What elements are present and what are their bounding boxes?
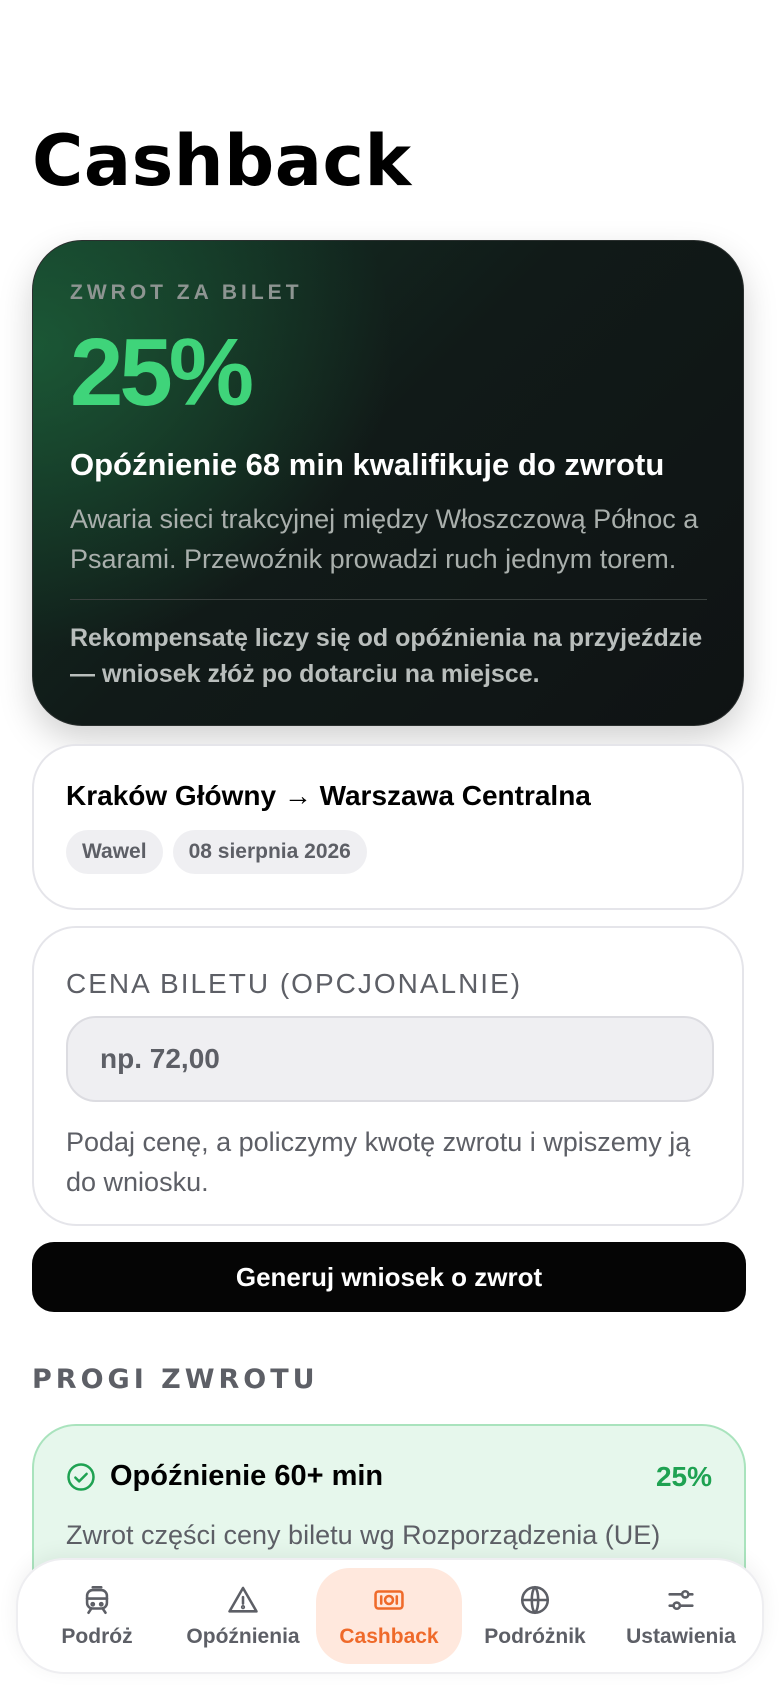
tab-cashback[interactable]	[316, 1568, 462, 1664]
trip-card	[32, 744, 744, 910]
tab-label: Opóźnienia	[186, 1625, 300, 1648]
tab-label: Cashback	[339, 1625, 439, 1648]
ticket-price-input[interactable]	[66, 1016, 714, 1102]
train-name-chip: Wawel	[66, 830, 163, 874]
ticket-price-help: Podaj cenę, a policzymy kwotę zwrotu i wpiszemy ją do wniosku.	[66, 1127, 691, 1197]
hero-note: Rekompensatę liczy się od opóźnienia na przyjeździe — wniosek złóż po dotarciu na miejsce.	[70, 624, 703, 688]
tab-opoznienia[interactable]	[170, 1568, 316, 1664]
tab-label: Ustawienia	[626, 1625, 736, 1648]
trip-date-chip: 08 sierpnia 2026	[173, 830, 367, 874]
sliders-icon	[664, 1583, 698, 1617]
cash-icon	[372, 1583, 406, 1617]
tier-description: Zwrot części ceny biletu wg Rozporządzenia (UE)	[66, 1520, 661, 1550]
tab-podroz[interactable]	[24, 1568, 170, 1664]
generate-refund-button[interactable]: Generuj wniosek o zwrot	[32, 1242, 746, 1312]
refund-percent: 25%	[70, 319, 251, 426]
tier-title: Opóźnienie 60+ min	[110, 1460, 384, 1492]
bottom-tab-bar	[16, 1558, 764, 1674]
hero-divider	[70, 599, 707, 600]
tiers-section-title: PROGI ZWROTU	[32, 1364, 319, 1395]
tab-ustawienia[interactable]	[608, 1568, 754, 1664]
globe-icon	[518, 1583, 552, 1617]
warning-icon	[226, 1583, 260, 1617]
tier-percent: 25%	[655, 1460, 712, 1492]
tier-header	[66, 1460, 712, 1493]
ticket-price-label: CENA BILETU (OPCJONALNIE)	[66, 968, 523, 999]
hero-description: Awaria sieci trakcyjnej między Włoszczową Północ a Psarami. Przewoźnik prowadzi ruch jednym torem.	[70, 504, 699, 574]
refund-hero-card	[32, 240, 744, 726]
trip-route: Kraków Główny → Warszawa Centralna	[66, 780, 591, 811]
ticket-price-card	[32, 926, 744, 1226]
trip-chips	[66, 830, 710, 874]
train-icon	[80, 1583, 114, 1617]
page-title: Cashback	[32, 120, 412, 202]
hero-headline: Opóźnienie 68 min kwalifikuje do zwrotu	[70, 447, 665, 482]
tab-label: Podróżnik	[484, 1625, 586, 1648]
hero-eyebrow: ZWROT ZA BILET	[70, 281, 303, 304]
check-circle-icon	[66, 1462, 96, 1492]
tab-podroznik[interactable]	[462, 1568, 608, 1664]
tab-label: Podróż	[61, 1625, 133, 1648]
